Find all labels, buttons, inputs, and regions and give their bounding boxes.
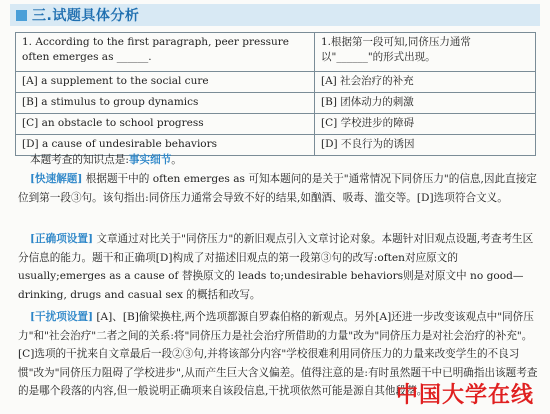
option-a-en: [A] a supplement to the social cure: [16, 72, 315, 93]
table-row: [16, 33, 536, 72]
option-c-zh: [C] 学校进步的障碍: [315, 114, 536, 135]
distractor-setting-tag: [干扰项设置]: [30, 311, 93, 323]
knowledge-suffix: 。: [171, 154, 182, 166]
square-bullet-icon: [16, 10, 27, 21]
question-table: [15, 32, 536, 156]
watermark-logo: 中国大学在线: [396, 383, 535, 408]
table-row: [16, 93, 536, 114]
section-header: [10, 4, 540, 26]
knowledge-point-line: [30, 151, 540, 170]
option-a-zh: [A] 社会治疗的补充: [315, 72, 536, 93]
knowledge-point: 事实细节: [128, 154, 172, 166]
correct-setting-text: 文章通过对比关于"同侪压力"的新旧观点引入文章讨论对象。本题针对旧观点设题,考查考生区分信息的能力。题干和正确项[D]构成了对描述旧观点的第一段第③句的改写:often对应原文的 usually;emerges as a cause of 替换原文的 leads to;undesirable behaviors则是对原文中 no good—drinking, drugs and casual sex 的概括和改写。: [18, 233, 534, 301]
correct-setting-tag: [正确项设置]: [30, 233, 93, 245]
question-stem-zh: 1.根据第一段可知,同侪压力通常以"______"的形式出现。: [315, 33, 536, 72]
option-b-en: [B] a stimulus to group dynamics: [16, 93, 315, 114]
table-row: [16, 114, 536, 135]
quick-solve-tag: [快速解题]: [30, 173, 83, 185]
option-d-en: [D] a cause of undesirable behaviors: [16, 135, 315, 156]
option-d-zh: [D] 不良行为的诱因: [315, 135, 536, 156]
option-c-en: [C] an obstacle to school progress: [16, 114, 315, 135]
table-row: [16, 72, 536, 93]
knowledge-prefix: 本题考查的知识点是:: [30, 154, 129, 166]
section-title: 三.试题具体分析: [32, 8, 140, 24]
quick-solve-text: 根据题干中的 often emerges as 可知本题问的是关于"通常情况下同侪压力"的信息,因此直接定位到第一段③句。该句指出:同侪压力通常会导致不好的结果,如酗酒、吸毒、滥交等。[D]选项符合文义。: [18, 173, 537, 204]
question-stem-en: 1. According to the first paragraph, peer pressure often emerges as ______.: [16, 33, 315, 72]
option-b-zh: [B] 团体动力的刺激: [315, 93, 536, 114]
quick-solve-paragraph: [18, 170, 540, 207]
correct-setting-paragraph: [18, 230, 540, 304]
distractor-setting-text: [A]、[B]偷梁换柱,两个选项都源自罗森伯格的新观点。另外[A]还进一步改变该观点中"同侪压力"和"社会治疗"二者之间的关系:将"同侪压力是社会治疗所借助的力量"改为"同侪压力是对社会治疗的补充"。[C]选项的干扰来自文章最后一段②③句,并将该部分内容"学校很难利用同侪压力的力量来改变学生的不良习惯"改为"同侪压力阻碍了学校进步",从而产生巨大含义偏差。值得注意的是:有时虽然题干中已明确指出该题考查的是哪个段落的内容,但一般说明正确项来自该段信息,干扰项依然可能是源自其他段落。: [18, 311, 538, 397]
